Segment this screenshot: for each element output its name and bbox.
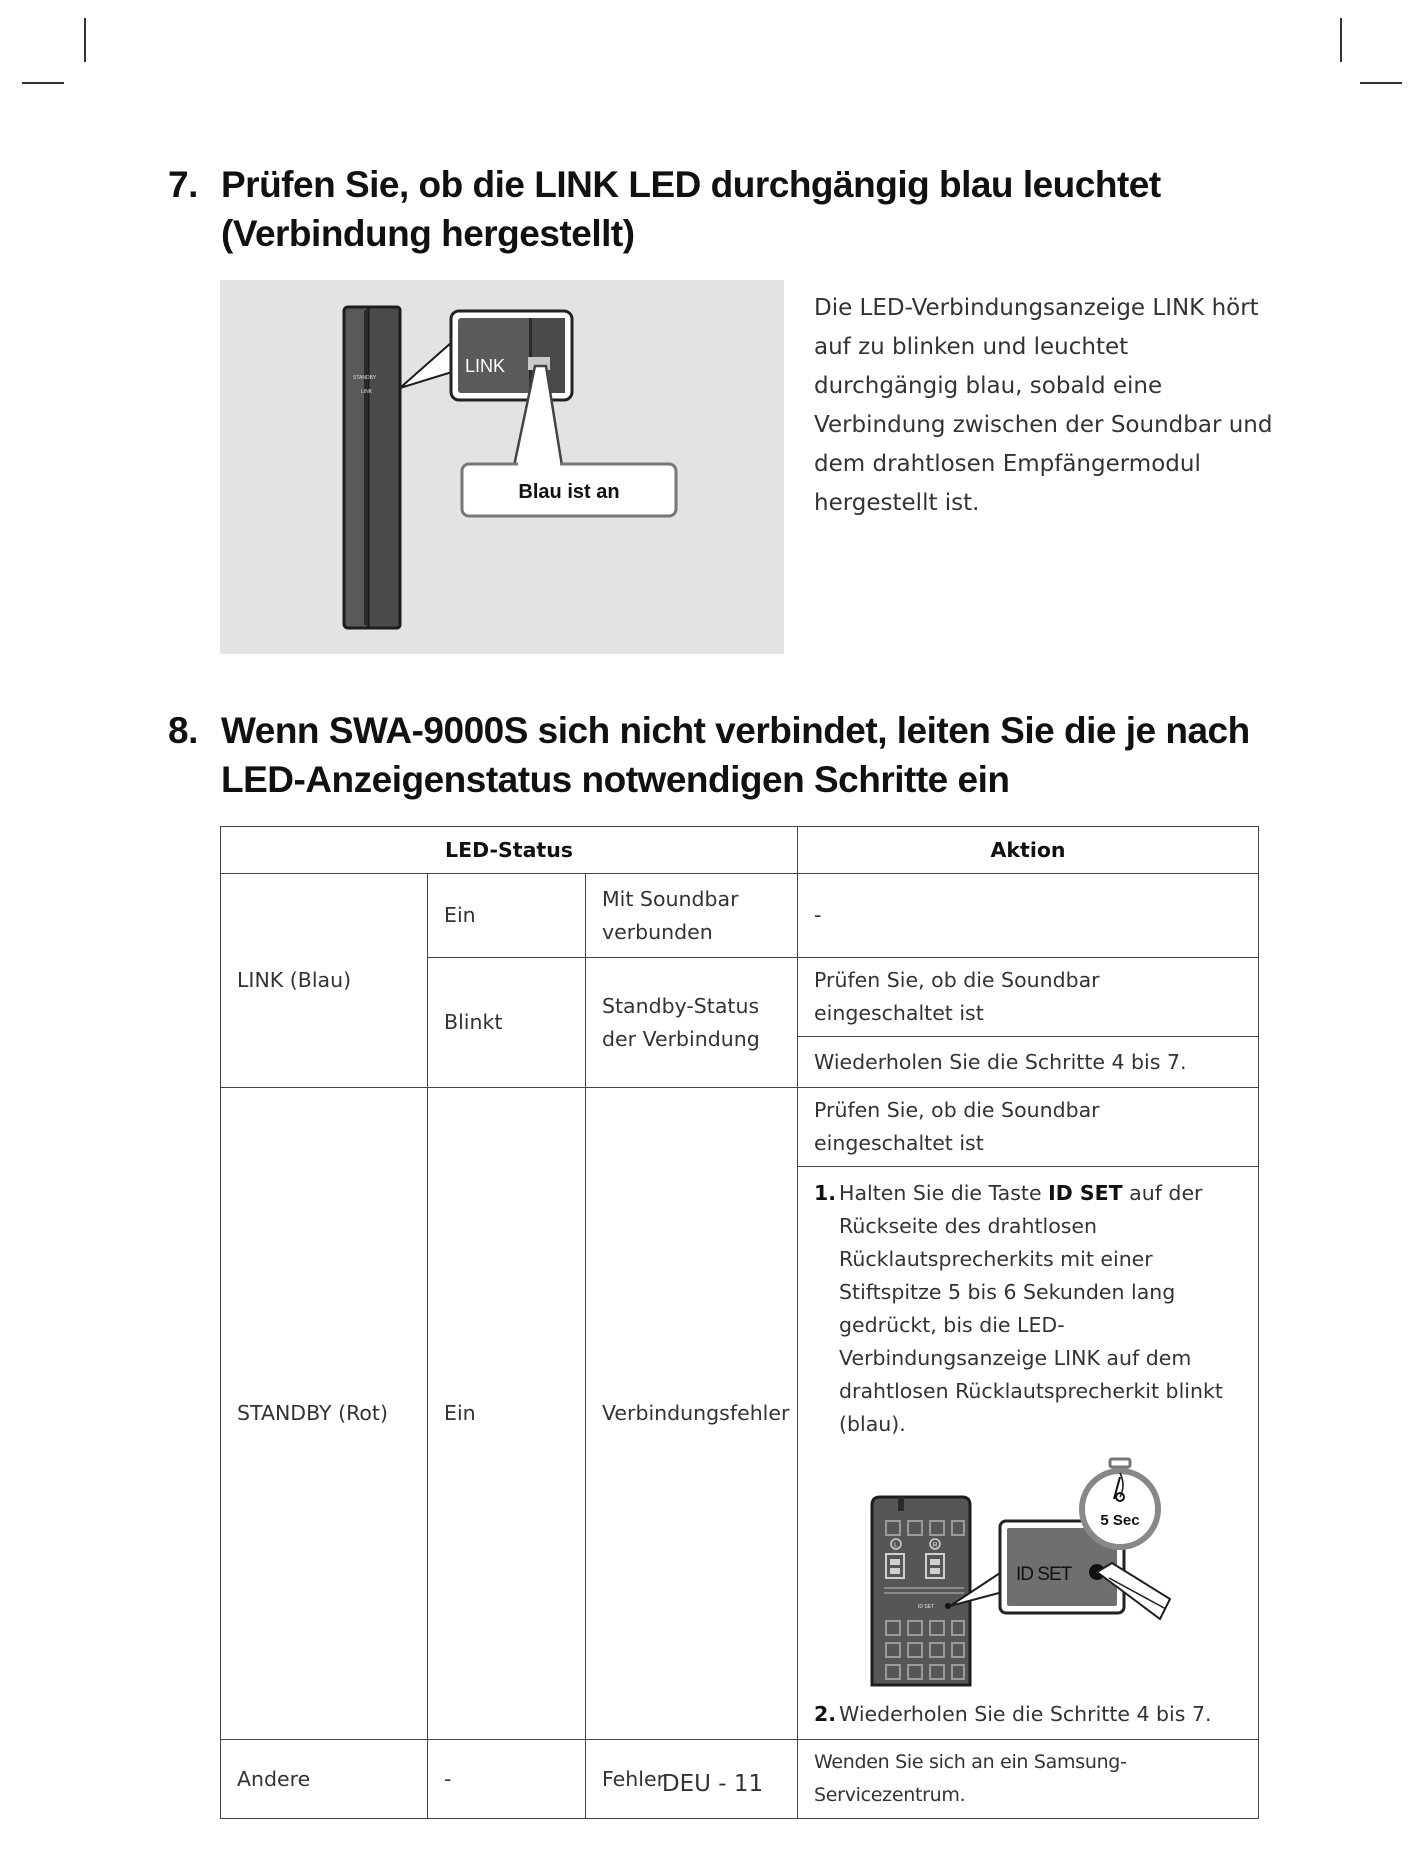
id-set-illustration (814, 1453, 1242, 1698)
step-number: 7. (168, 164, 198, 205)
cell-action: Prüfen Sie, ob die Soundbar eingeschaltet ist (798, 1088, 1259, 1167)
id-set-figure (814, 1453, 1244, 1698)
cell-action-steps (798, 1167, 1259, 1740)
tiny-link-label: LINK (361, 389, 373, 395)
cell-state: Ein (428, 874, 586, 958)
cell-action: Wiederholen Sie die Schritte 4 bis 7. (798, 1037, 1259, 1088)
step-item-text: Wiederholen Sie die Schritte 4 bis 7. (839, 1702, 1212, 1726)
step-number: 8. (168, 710, 198, 751)
step-item-text-pre: Halten Sie die Taste (839, 1181, 1049, 1205)
crop-mark (1360, 82, 1402, 84)
left-channel-label: L (894, 1542, 898, 1549)
step-7-heading (168, 160, 1168, 258)
zoom-link-label: LINK (465, 356, 506, 376)
step-item (814, 1698, 1242, 1731)
step-item-number: 1. (814, 1181, 837, 1205)
cell-state: - (428, 1740, 586, 1819)
table-header-row (221, 827, 1259, 874)
step-item-text-post: auf der Rückseite des drahtlosen Rücklautsprecherkits mit einer Stiftspitze 5 bis 6 Sekunden lang gedrückt, bis die LED-Verbindungsanzeige LINK auf dem drahtlosen Rücklautsprecherkit blinkt (blau). (839, 1181, 1223, 1436)
crop-mark (84, 18, 86, 62)
page-number: DEU - 11 (661, 1771, 764, 1797)
stopwatch-crown (1110, 1459, 1130, 1467)
callout-joint (518, 460, 560, 468)
stopwatch-icon (1082, 1471, 1158, 1547)
step-8-heading (168, 706, 1268, 804)
receiver-side (368, 307, 400, 628)
spec-line (884, 1592, 964, 1594)
header-led-status: LED-Status (221, 827, 798, 874)
id-set-steps-2 (814, 1698, 1242, 1731)
zoom-id-set-label: ID SET (1016, 1564, 1072, 1585)
cell-state: Blinkt (428, 958, 586, 1088)
cell-action: Prüfen Sie, ob die Soundbar eingeschaltet ist (798, 958, 1259, 1037)
id-set-steps (814, 1177, 1242, 1441)
step-item (814, 1177, 1242, 1441)
zoom-pointer (400, 342, 452, 388)
cell-led-link: LINK (Blau) (221, 874, 428, 1088)
crop-mark (1340, 18, 1342, 62)
id-set-key-name: ID SET (1048, 1181, 1123, 1205)
header-action: Aktion (798, 827, 1259, 874)
cell-action: Wenden Sie sich an ein Samsung-Servicezentrum. (798, 1740, 1259, 1819)
link-led-illustration (220, 280, 784, 654)
cell-led-other: Andere (221, 1740, 428, 1819)
spec-line (884, 1587, 964, 1589)
cell-state: Ein (428, 1088, 586, 1740)
tiny-id-set-label: ID SET (918, 1604, 935, 1610)
table-row (221, 874, 1259, 958)
cell-meaning: Standby-Status der Verbindung (586, 958, 798, 1088)
cell-led-standby: STANDBY (Rot) (221, 1088, 428, 1740)
soundbar-link-led-figure (220, 280, 784, 654)
crop-mark (22, 82, 64, 84)
led-status-table (220, 826, 1259, 1819)
cell-meaning: Mit Soundbar verbunden (586, 874, 798, 958)
right-channel-label: R (932, 1542, 938, 1549)
receiver-seam (364, 310, 368, 625)
step-7-description: Die LED-Verbindungsanzeige LINK hört auf zu blinken und leuchtet durchgängig blau, sobald eine Verbindung zwischen der Soundbar und dem drahtlosen Empfängermodul hergestellt ist. (814, 295, 1273, 516)
step-title: Wenn SWA-9000S sich nicht verbindet, leiten Sie die je nach LED-Anzeigenstatus notwendigen Schritte ein (221, 710, 1250, 800)
step-item-number: 2. (814, 1702, 837, 1726)
tiny-standby-label: STANDBY (353, 375, 377, 381)
cell-meaning: Verbindungsfehler (586, 1088, 798, 1740)
cell-action: - (798, 874, 1259, 958)
table-row (221, 1088, 1259, 1167)
module-notch (898, 1497, 904, 1511)
step-title: Prüfen Sie, ob die LINK LED durchgängig blau leuchtet (Verbindung hergestellt) (221, 164, 1161, 254)
timer-label: 5 Sec (1100, 1512, 1140, 1529)
callout-text: Blau ist an (518, 481, 620, 503)
cell-meaning: Fehler (586, 1740, 798, 1819)
